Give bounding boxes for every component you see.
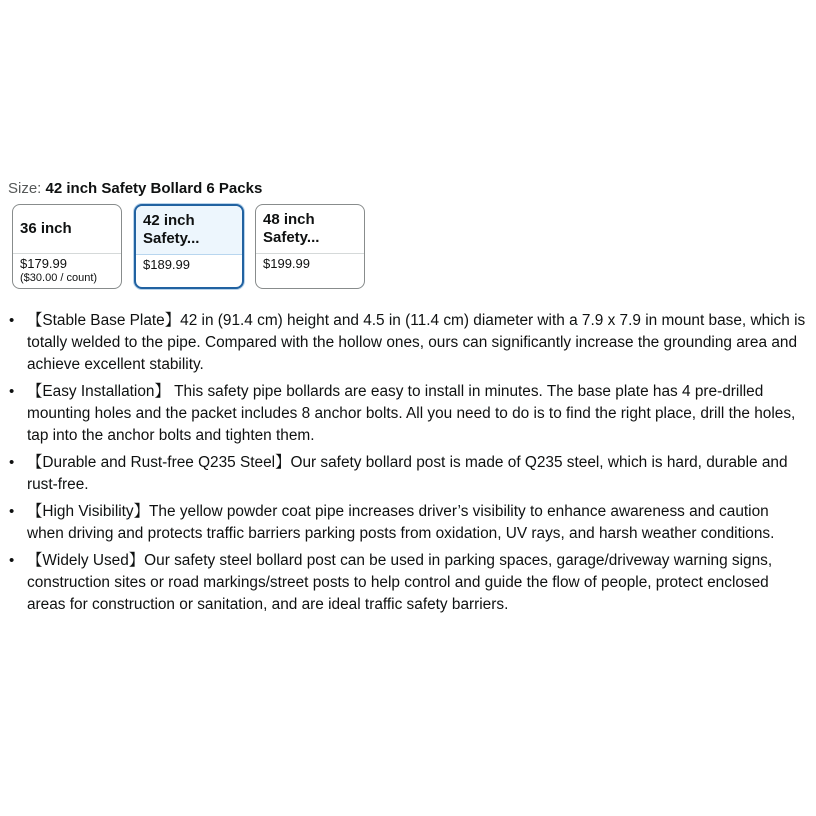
bullet-icon: • bbox=[9, 552, 15, 569]
feature-text: 【Widely Used】Our safety steel bollard post can be used in parking spaces, garage/driveway warning signs, construction sites or road markings/street posts to help control and guide the flow of people, protect enclosed areas for construction or sanitation, and are ideal traffic safety barriers. bbox=[27, 552, 773, 613]
swatch-name-line-2: Safety... bbox=[143, 230, 200, 247]
swatch-name-line-1: 48 inch bbox=[263, 211, 315, 228]
size-selection-label bbox=[8, 179, 262, 199]
bullet-icon: • bbox=[9, 383, 15, 400]
feature-bullet-easy-installation bbox=[0, 381, 816, 447]
swatch-price: $179.99 bbox=[20, 256, 67, 271]
swatch-price: $189.99 bbox=[143, 257, 190, 272]
swatch-title-area bbox=[13, 205, 121, 254]
feature-text: 【High Visibility】The yellow powder coat pipe increases driver’s visibility to enhance awareness and caution when driving and protects traffic barriers parking posts from oxidation, UV rays, and harsh weather conditions. bbox=[27, 503, 775, 542]
size-option-36-inch[interactable] bbox=[12, 204, 122, 289]
swatch-price: $199.99 bbox=[263, 256, 310, 271]
feature-bullet-durable-steel bbox=[0, 452, 816, 496]
swatch-name: 36 inch bbox=[20, 220, 72, 237]
swatch-name-line-1: 42 inch bbox=[143, 212, 195, 229]
swatch-name-line-2: Safety... bbox=[263, 229, 320, 246]
size-option-48-inch[interactable] bbox=[255, 204, 365, 289]
size-label: Size: bbox=[8, 180, 46, 197]
swatch-name bbox=[143, 212, 236, 248]
swatch-unit-price: ($30.00 / count) bbox=[20, 272, 98, 284]
bullet-icon: • bbox=[9, 503, 15, 520]
selected-size-value: 42 inch Safety Bollard 6 Packs bbox=[45, 180, 263, 197]
feature-text: 【Stable Base Plate】42 in (91.4 cm) height and 4.5 in (11.4 cm) diameter with a 7.9 x 7.9 in mount base, which is totally welded to the pipe. Compared with the hollow ones, ours can significantly increase the grounding area and achieve excellent stability. bbox=[27, 312, 806, 373]
swatch-name bbox=[263, 211, 358, 247]
bullet-icon: • bbox=[9, 312, 15, 329]
feature-text: 【Easy Installation】 This safety pipe bollards are easy to install in minutes. The base plate has 4 pre-drilled mounting holes and the packet includes 8 anchor bolts. All you need to do is to find the right place, drill the holes, tap into the anchor bolts and tighten them. bbox=[27, 383, 796, 444]
feature-bullet-list bbox=[0, 310, 816, 621]
feature-bullet-stable-base-plate bbox=[0, 310, 816, 376]
feature-text: 【Durable and Rust-free Q235 Steel】Our safety bollard post is made of Q235 steel, which is hard, durable and rust-free. bbox=[27, 454, 788, 493]
bullet-icon: • bbox=[9, 454, 15, 471]
feature-bullet-widely-used bbox=[0, 550, 816, 616]
swatch-title-area bbox=[256, 205, 364, 254]
swatch-title-area bbox=[136, 206, 242, 255]
size-option-42-inch[interactable] bbox=[134, 204, 244, 289]
feature-bullet-high-visibility bbox=[0, 501, 816, 545]
